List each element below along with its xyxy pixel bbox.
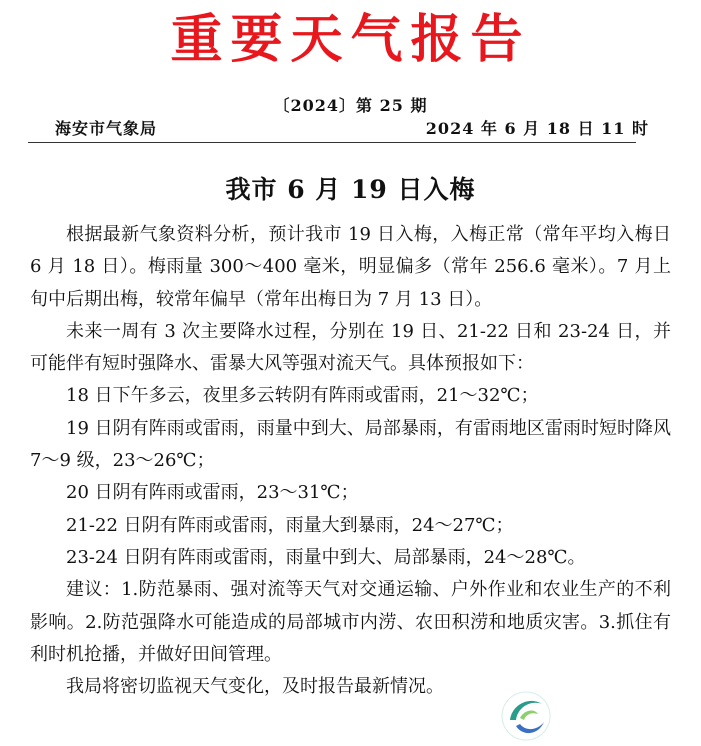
forecast-day-23-24: 23-24 日阴有阵雨或雷雨，雨量中到大、局部暴雨，24～28℃。 — [66, 546, 586, 568]
paragraph-closing: 我局将密切监视天气变化，及时报告最新情况。 — [66, 676, 444, 698]
forecast-day-18: 18 日下午多云，夜里多云转阴有阵雨或雷雨，21～32℃； — [66, 385, 539, 407]
forecast-day-20: 20 日阴有阵雨或雷雨，23～31℃； — [66, 482, 359, 504]
report-body — [30, 219, 671, 703]
header-divider — [28, 142, 636, 143]
issuer-name: 海安市气象局 — [55, 119, 158, 138]
forecast-day-19: 19 日阴有阵雨或雷雨，雨量中到大、局部暴雨，有雷雨地区雷雨时短时降风 7～9 级，23～26℃； — [30, 417, 671, 472]
paragraph-onset-summary: 根据最新气象资料分析，预计我市 19 日入梅，入梅正常（常年平均入梅日 6 月 18 日）。梅雨量 300～400 毫米，明显偏多（常年 256.6 毫米）。7 月上旬中后期出梅，较常年偏早（常年出梅日为 7 月 13 日）。 — [30, 224, 671, 310]
meteorological-logo-icon — [500, 690, 552, 742]
issue-datetime: 2024 年 6 月 18 日 11 时 — [425, 119, 649, 138]
issue-number: 〔2024〕第 25 期 — [273, 96, 428, 115]
report-meta-row — [55, 116, 649, 138]
paragraph-precip-overview: 未来一周有 3 次主要降水过程，分别在 19 日、21-22 日和 23-24 日，并可能伴有短时强降水、雷暴大风等强对流天气。具体预报如下： — [30, 320, 671, 375]
report-masthead-title: 重要天气报告 — [170, 9, 531, 70]
forecast-day-21-22: 21-22 日阴有阵雨或雷雨，雨量大到暴雨，24～27℃； — [66, 514, 514, 536]
paragraph-suggestions: 建议：1.防范暴雨、强对流等天气对交通运输、户外作业和农业生产的不利影响。2.防范强降水可能造成的局部城市内涝、农田积涝和地质灾害。3.抓住有利时机抢播，并做好田间管理。 — [30, 579, 671, 665]
report-headline: 我市 6 月 19 日入梅 — [225, 175, 476, 204]
